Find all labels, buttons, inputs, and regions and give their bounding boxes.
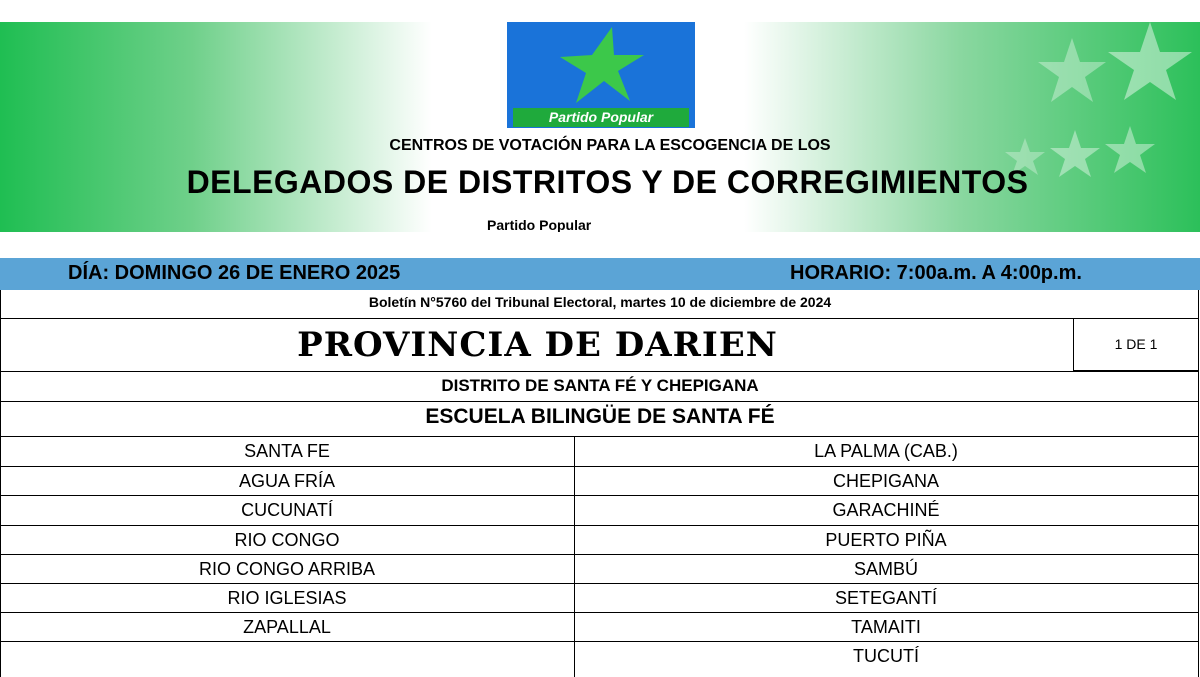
election-day: DÍA: DOMINGO 26 DE ENERO 2025: [68, 262, 401, 284]
corregimiento-left: [0, 642, 574, 671]
corregimiento-right: SAMBÚ: [853, 559, 918, 579]
logo-label: Partido Popular: [513, 108, 689, 127]
divider: [0, 371, 1198, 372]
corregimiento-right: SETEGANTÍ: [834, 588, 937, 608]
party-logo: [507, 22, 695, 128]
corregimiento-left: ZAPALLAL: [243, 617, 331, 637]
province-title: PROVINCIA DE DARIEN: [297, 325, 778, 365]
corregimiento-left: CUCUNATÍ: [241, 500, 333, 520]
corregimiento-left: RIO CONGO ARRIBA: [198, 559, 376, 579]
voting-hours: HORARIO: 7:00a.m. A 4:00p.m.: [790, 262, 1082, 284]
party-name: Partido Popular: [487, 217, 592, 232]
corregimiento-left: AGUA FRÍA: [238, 471, 336, 491]
header-subtitle: CENTROS DE VOTACIÓN PARA LA ESCOGENCIA DE LOS: [389, 137, 831, 154]
header-banner: [0, 22, 1200, 232]
corregimiento-right: TUCUTÍ: [853, 646, 919, 666]
star-logo-icon: [554, 25, 646, 107]
corregimiento-right: CHEPIGANA: [832, 471, 940, 491]
school-name: ESCUELA BILINGÜE DE SANTA FÉ: [425, 405, 775, 428]
bulletin-reference: Boletín N°5760 del Tribunal Electoral, martes 10 de diciembre de 2024: [368, 294, 832, 310]
corregimiento-right: LA PALMA (CAB.): [814, 441, 958, 461]
corregimiento-left: RIO IGLESIAS: [227, 588, 347, 608]
corregimiento-right: PUERTO PIÑA: [825, 530, 947, 550]
district-name: DISTRITO DE SANTA FÉ Y CHEPIGANA: [441, 376, 759, 395]
schedule-band: [0, 258, 1200, 290]
divider: [0, 401, 1198, 402]
corregimiento-right: TAMAITI: [851, 617, 921, 637]
corregimiento-left: SANTA FE: [244, 441, 330, 461]
header-title: DELEGADOS DE DISTRITOS Y DE CORREGIMIENTOS: [186, 164, 1029, 200]
corregimiento-right: GARACHINÉ: [832, 500, 940, 520]
page-indicator: 1 DE 1: [1073, 318, 1199, 371]
corregimiento-left: RIO CONGO: [234, 530, 340, 550]
